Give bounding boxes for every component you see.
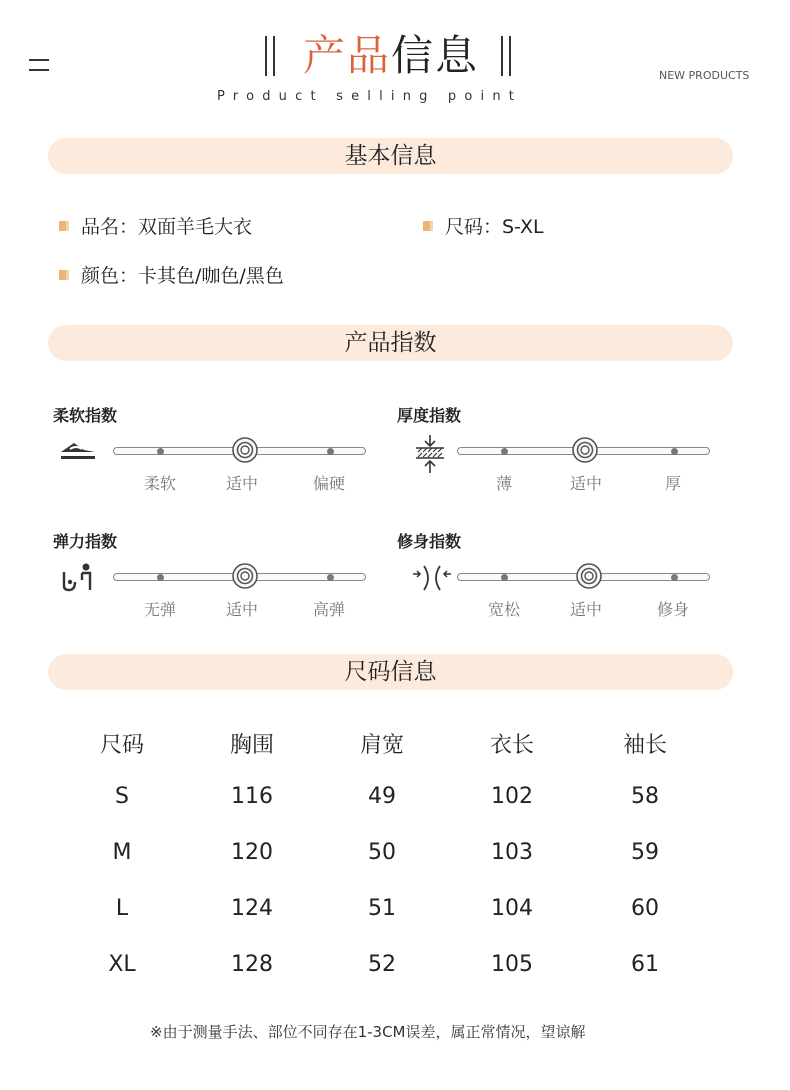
section-size-info: 尺码信息 [48,654,733,690]
size-table-cell: 58 [631,784,659,809]
info-product-name [59,215,252,239]
size-table-cell: 49 [368,784,396,809]
size-table-cell: XL [108,952,136,977]
size-table-cell: 59 [631,840,659,865]
page-title [303,30,479,82]
page-title-main: 信息 [391,31,480,80]
size-table-header: 袖长 [622,733,667,758]
size-table-header: 肩宽 [359,733,404,758]
fit-slider-stop-3 [671,574,678,581]
size-table-header: 胸围 [229,733,274,758]
size-table-cell: 103 [491,840,533,865]
bullet-icon [59,270,69,280]
size-table-cell: M [112,840,132,865]
size-table-cell: 60 [631,896,659,921]
measurement-footnote: ※由于测量手法、部位不同存在1-3CM误差，属正常情况，望谅解 [150,1023,586,1041]
elasticity-slider-knob [232,563,258,589]
info-colors-text: 颜色：卡其色/咖色/黑色 [81,265,284,287]
size-table-header: 尺码 [99,733,144,758]
fit-slider-stop-1 [501,574,508,581]
index-title-softness: 柔软指数 [53,406,118,425]
size-table-cell: 50 [368,840,396,865]
size-table-cell: 51 [368,896,396,921]
index-title-thickness: 厚度指数 [397,406,462,425]
elasticity-icon [60,562,96,592]
thickness-label-high: 厚 [664,474,681,493]
bullet-icon [59,221,69,231]
title-divider-right [501,36,513,76]
fabric-softness-icon [58,440,98,462]
info-product-name-text: 品名：双面羊毛大衣 [81,216,253,238]
menu-icon[interactable] [29,59,49,71]
elasticity-label-low: 无弹 [143,600,176,619]
size-table-cell: 52 [368,952,396,977]
thickness-label-low: 薄 [495,474,512,493]
size-table-cell: 105 [491,952,533,977]
softness-label-low: 柔软 [143,474,176,493]
softness-slider-stop-3 [327,448,334,455]
fit-body-icon [412,564,452,592]
size-table-cell: 104 [491,896,533,921]
softness-slider-stop-1 [157,448,164,455]
size-table-cell: 128 [231,952,273,977]
index-title-fit: 修身指数 [397,532,462,551]
section-basic-info: 基本信息 [48,138,733,174]
thickness-slider-knob [572,437,598,463]
fit-label-high: 修身 [656,600,689,619]
title-divider-left [265,36,277,76]
size-table-cell: S [115,784,129,809]
size-table-cell: 120 [231,840,273,865]
elasticity-label-high: 高弹 [312,600,345,619]
size-table-cell: 124 [231,896,273,921]
new-products-label: NEW PRODUCTS [659,69,750,82]
index-title-elasticity: 弹力指数 [53,532,118,551]
thickness-slider-stop-1 [501,448,508,455]
thickness-label-mid: 适中 [569,474,602,493]
bullet-icon [423,221,433,231]
softness-label-high: 偏硬 [312,474,345,493]
info-size-range [423,215,544,239]
size-table-header: 衣长 [489,733,534,758]
fit-label-low: 宽松 [487,600,520,619]
softness-label-mid: 适中 [225,474,258,493]
page-subtitle: Product selling point [217,89,523,104]
size-table-cell: 61 [631,952,659,977]
fit-slider-knob [576,563,602,589]
elasticity-label-mid: 适中 [225,600,258,619]
info-colors [59,264,284,288]
elasticity-slider-stop-3 [327,574,334,581]
page-title-accent: 产品 [303,31,392,80]
fit-label-mid: 适中 [569,600,602,619]
info-size-range-text: 尺码：S-XL [445,216,544,238]
softness-slider-knob [232,437,258,463]
thickness-icon [414,434,446,474]
elasticity-slider-stop-1 [157,574,164,581]
size-table-cell: 116 [231,784,273,809]
size-table-cell: 102 [491,784,533,809]
section-product-index: 产品指数 [48,325,733,361]
thickness-slider-stop-3 [671,448,678,455]
size-table-cell: L [115,896,129,921]
